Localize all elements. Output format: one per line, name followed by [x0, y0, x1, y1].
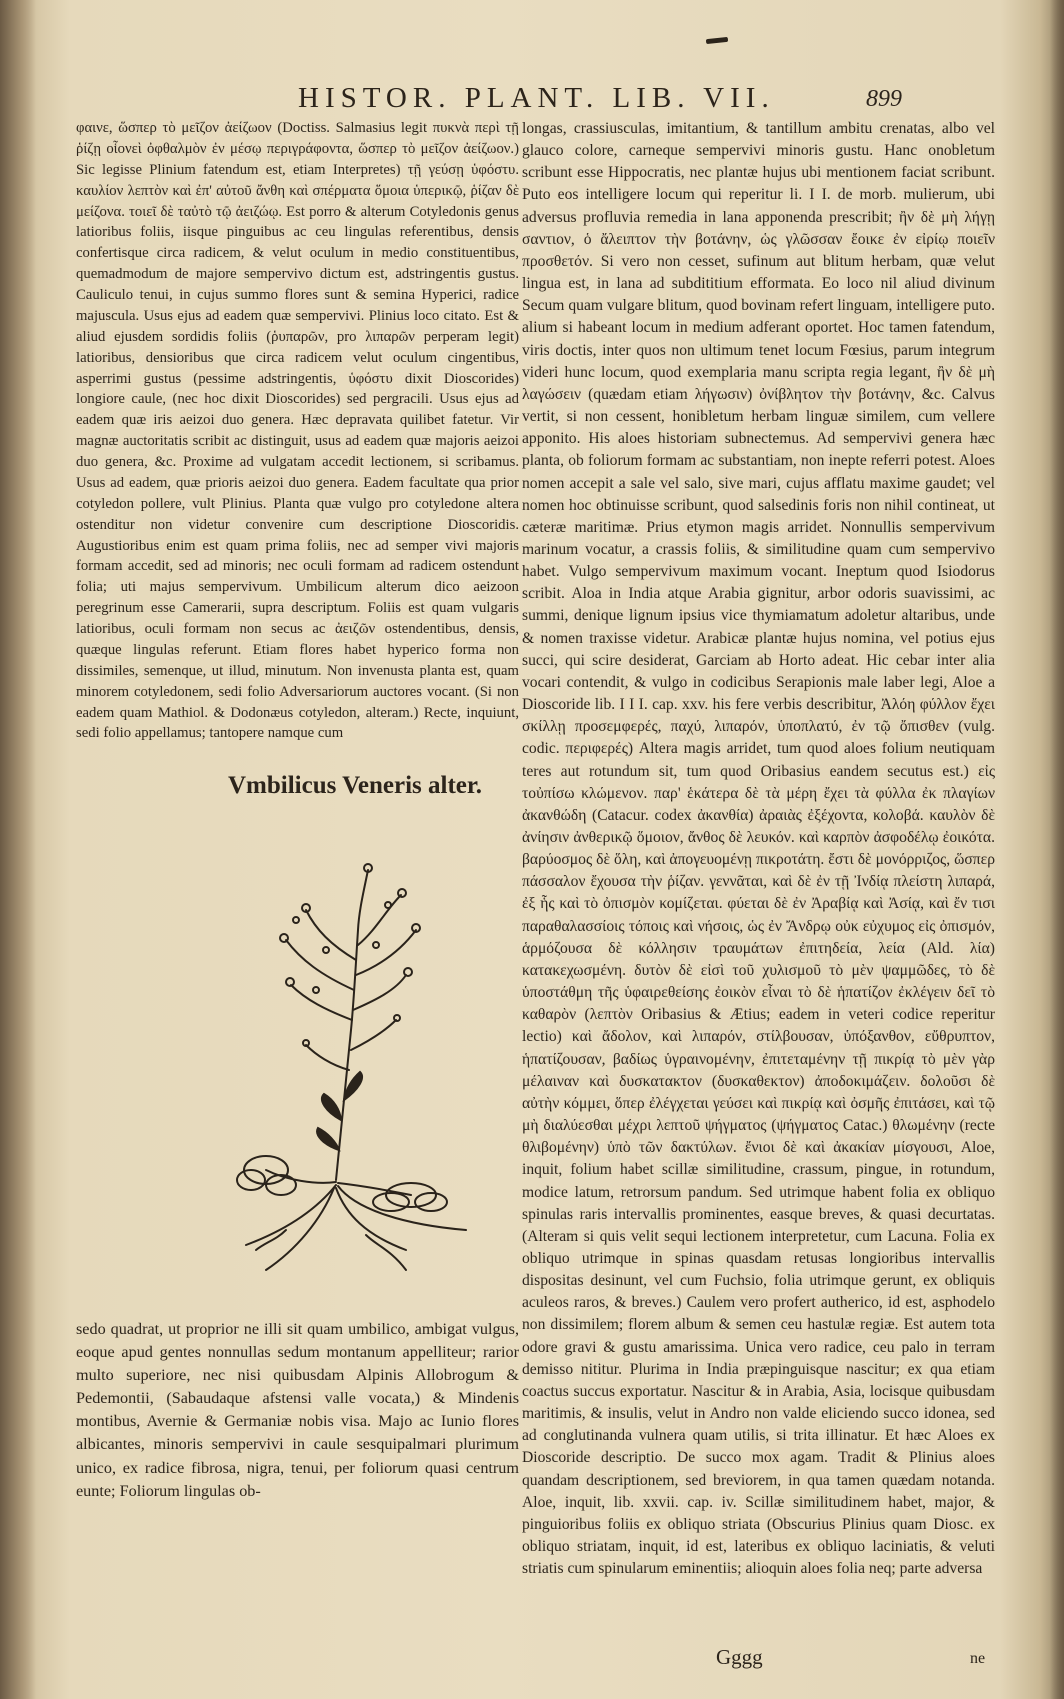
paragraph: longas, crassiusculas, imitantium, & tantillum ambitu crenatas, albo vel glauco colore, carneque sempervivi minoris gustu. Hanc onobletum scribunt esse Hippocratis, nec plantæ hujus ubi mentionem faciat scribunt. Puto eos intelligere locum qui reperitur li. I I. de morb. mulierum, ubi adversus profluvia remedia in lana apponenda prescribit; ἢν δὲ μὴ λήγῃ σαντιον, ὁ ἄλειπτον τὴν βοτάνην, ὡς γλῶσσαν ἔοικε ἐν εἰρίῳ ποιεῖν προσθετόν. Si vero non cesset, sufinum aut blitum herbam, quæ velut lingua est, in lana ad subdititium efformata. Eo loco nil aliud divinum Secum quam vulgare blitum, quod bovinam refert linguam, intelligere puto. alium si habeant locum in medium adferant oportet. Hoc tamen fatendum, viris doctis, inter quos non ultimum tenet locum Fœsius, parum integrum videri hunc locum, quod exemplaria manu scripta regia legant, ἢν δὲ μὴ λαγώσειν (quædam etiam λήγωσιν) ὀνίβλητον τὴν βοτάνην, &c. Calvus vertit, si non cessent, honibletum herbam linguæ similem, cum vellere apponito. His aloes historiam subnectemus. Ad sempervivi genera hæc planta, ob foliorum formam ac substantiam, non inepte referri potest. Aloes nomen accepit a sale vel salo, sive mari, cujus afflatu maxime gaudet; vel nomen hoc obtinuisse scribunt, quod salsedinis foris non nihil contineat, ut cæteræ maritimæ. Prius etymon magis arridet. Nonnullis sempervivum marinum vocatur, a crassis foliis, & similitudine quam cum sempervivo habet. Vulgo sempervivum maximum vocant. Ineptum quod Isiodorus scribit. Aloa in India atque Arabia gignitur, arbor odoris suavissimi, ac summi, denique lignum ipsius vice thymiamatum adoletur altaribus, unde & nomen traxisse videtur. Arabicæ plantæ hujus nomina, vel potius ejus succi, qui scire desiderat, Garciam ab Horto adeat. Hic cebar inter alia vocari contendit, & vulgo in codicibus Serapionis male laber legi, Aloe a Dioscoride lib. I I I. cap. xxv. his fere verbis describitur, Ἀλόη φύλλον ἔχει σκίλλῃ προσεμφερές, παχύ, λιπαρόν, ὑποπλατύ, ἐν τῷ ὄπισθεν (vulg. codic. περιφερές) Altera magis arridet, tum quod aloes folium neutiquam teres aut rotundum sit, tum quod Oribasius eandem secutus est.) εἰς τοὐπίσω κλώμενον. παρ' ἑκάτερα δὲ τὰ μέρη ἔχει τὰ φύλλα ἐκ πλαγίων ἀκανθώδη (Catacur. codex ἀκανθία) ἀραιὰς ἐξέχοντα, κολοβά. καυλὸν δὲ ἀνίησιν ἀνθερικῷ ὅμοιον, ἄνθος δὲ λευκόν. καὶ καρπὸν ἀσφοδέλῳ ἐοικότα. βαρύοσμος δὲ ὅλη, καὶ ἀπογευομένῃ πικροτάτη. ἔστι δὲ μονόρριζος, ὥσπερ πάσσαλον ἔχουσα τὴν ῥίζαν. γεννᾶται, καὶ δὲ ἐν τῇ Ἰνδίᾳ πλείστη λιπαρά, ἐξ ἧς καὶ τὸ ὀπισμὸν κομίζεται. φύεται δὲ ἐν Ἀραβίᾳ καὶ Ἀσίᾳ, καὶ ἔν τισι παραθαλασσίοις τόποις καὶ νήσοις, ὡς ἐν Ἄνδρῳ οὐκ εὐχυμος εἰς ὀπισμόν, ἁρμόζουσα δὲ κόλλησιν τραυμάτων ἐπιτηδεία, λεία (Ald. λία) κατακεχωσμένη. δυτὸν δὲ εἰσὶ τοῦ χυλισμοῦ τὸ μὲν ψαμμῶδες, τὸ δὲ ὑποστάθμη τῆς ὑφαιρεθείσης ἐοικὸν εἶναι τὸ δὲ ἡπατίζον ἐκλέγειν δεῖ τὸ καθαρὸν (λεπτὸν Oribasius & Ætius; eadem in veteri codice reperitur lectio) καὶ ἄδολον, καὶ λιπαρόν, στίλβουσαν, ὑπόξανθον, εὔθρυπτον, ἡπατίζουσαν, βαδίως ὑγραινομένην, ἐπιτεταμένην τῇ πικρίᾳ τὸ μὲν γὰρ μέλαιναν καὶ δυσκατακτον (δυσκαθεκτον) ἀποδοκιμάζειν. δολοῦσι δὲ αὐτὴν κόμμει, ὅπερ ἐλέγχεται γεύσει καὶ πικρίᾳ καὶ ὀσμῆς ἐπιτάσει, καὶ τῷ μὴ διαλύεσθαι μέχρι λεπτοῦ ψήγματος (ψήγματος Catac.) θλωμένην (recte θλιβομένην) ὑπὸ τῶν δακτύλων. ἔνιοι δὲ καὶ ἀκακίαν μίσγουσι, Aloe, inquit, folium habet scillæ similitudine, crassum, pingue, in rotundum, modice latum, retrorsum pandum. Sed utrimque habent folia ex obliquo spinulas raris intervallis prominentes, easque breves, & quasi decurtatas. (Alteram si quis velit sequi lectionem interpretetur, cum Lacuna. Folia ex obliquo utrimque in spinas quasdam retusas longioribus intervallis dispositas desinunt, vel cum Fuchsio, folia utrimque gerunt, ex obliquis aculeos raros, & breves.) Caulem vero profert autherico, id est, asphodelo non dissimilem; florem album & semen ceu hastulæ regiæ. Est autem tota odore gravi & gustu amarissima. Unica vero radice, ceu palo in terram demisso nititur. Plurima in India præpinguisque nascitur; ex qua etiam coactus succus exportatur. Nascitur & in Arabia, Asia, locisque quibusdam maritimis, & insulis, velut in Andro non valde eliciendo succo idonea, sed ad conglutinanda vulnera quam utilis, si trita illinatur. Et hæc Aloes ex Dioscoride descriptio. De succo mox agam. Tradit & Plinius aloes quandam descriptionem, sed breviorem, in qua tamen quædam notanda. Aloe, inquit, lib. xxvii. cap. iv. Scillæ similitudinem habet, major, & pinguioribus foliis ex obliquo striata (Obscurius Plinius quam Diosc. ex obliquo striatam, inquit, id est, lateribus ex obliquo laciniatis, & veluti striatis cum spinularum eminentiis; alioquin aloes folia neq; parte adversa: [522, 120, 995, 1578]
running-title: HISTOR. PLANT. LIB. VII.: [298, 82, 775, 114]
ink-mark: [706, 37, 728, 44]
catchword: ne: [970, 1650, 986, 1667]
right-column: [522, 118, 995, 1580]
signature-mark: Gggg: [716, 1645, 763, 1669]
left-column-top: [76, 118, 519, 744]
illustration-caption: Vmbilicus Veneris alter.: [228, 772, 482, 799]
page-number: 899: [866, 86, 902, 112]
paragraph: φαινε, ὥσπερ τὸ μεῖζον ἀείζωον (Doctiss. Salmasius legit πυκνὰ περὶ τῇ ῥίζῃ οἷονεὶ ὀφθαλμὸν ἐν μέσῳ περιγράφοντα, ὥσπερ τὸ μεῖζον ἀείζωον.) Sic legisse Plinium fatendum est, etiam Interpretes) τῇ γεύσῃ ὑφόστυ. καυλίον λεπτὸν καὶ ἐπ' αὐτοῦ ἄνθη καὶ σπέρματα ὅμοια ὑπερικῷ, ῥίζαν δὲ μείζονα. τοιεῖ δὲ ταὐτὸ τῷ ἀειζώῳ. Est porro & alterum Cotyledonis genus latioribus foliis, iisque pinguibus ac ceu lingulas referentibus, densis confertisque circa radicem, & velut oculum in medio constituentibus, quemadmodum de majore sempervivo dictum est, adstringentis gustus. Cauliculo tenui, in cujus summo flores sunt & semina Hyperici, radice majuscula. Usus ejus ad eadem quæ sempervivi. Plinius loco citato. Est & aliud ejusdem sordidis foliis (ῥυπαρῶν, pro λιπαρῶν perperam legit) latioribus, densioribus que circa radicem velut oculum cingentibus, asperrimi gustus (pessime adstringentis, ὑφόστυ dixit Dioscorides) longiore caule, (nec hoc dixit Dioscorides) sed pergracili. Usus ejus ad eadem quæ iris aeizoi duo genera. Hæc depravata quilibet fatetur. Vir magnæ auctoritatis scribit ac distinguit, usus ad eadem quæ majoris aeizoi duo genera, &c. Proxime ad vulgatam accedit lectionem, si scribamus. Usus ad eadem, quæ prioris aeizoi duo genera. Eadem facultate qua prior cotyledon pollere, vult Plinius. Planta quæ vulgo pro cotyledone altera ostenditur non videtur convenire cum descriptione Dioscoridis. Augustioribus enim est quam prima foliis, nec ad semper vivi majoris formam accedit, sed ad minoris; nec oculi formam ad radicem ostendunt folia; uti majus sempervivum. Umbilicum alterum dico aeizoon peregrinum esse Camerarii, supra descriptum. Foliis est quam vulgaris latioribus, oculi formam non secus ac ἀειζῶν ostendentibus, densis, quæque lingulas referunt. Etiam flores habet hyperico forma non dissimiles, semenque, ut illud, minutum. Non invenusta planta est, quam minorem cotyledonem, sedi folio Adversariorum auctores vocant. (Si non eadem quam Mathiol. & Dodonæus cotyledon, alteram.) Recte, inquiunt, sedi folio appellamus; tantopere namque cum: [76, 120, 519, 742]
umbilicus-plant-icon: [206, 850, 506, 1300]
paragraph: sedo quadrat, ut proprior ne illi sit quam umbilico, ambigat vulgus, eoque apud gentes nonnullas sedum montanum appelliteur; rarior multo superiore, nec nisi quibusdam Alpinis Allobrogum & Pedemontii, (Sabaudaque afstensi valle vocata,) & Mindenis montibus, Avernie & Germaniæ nobis visa. Majo ac Iunio flores albicantes, minoris sempervivi in caule sesquipalmari plurimum unico, ex radice fibrosa, nigra, tenui, per foliorum quasi centrum eunte; Foliorum lingulas ob-: [76, 1320, 519, 1500]
left-column-bottom: [76, 1318, 519, 1503]
plant-woodcut-svg: [206, 850, 506, 1300]
